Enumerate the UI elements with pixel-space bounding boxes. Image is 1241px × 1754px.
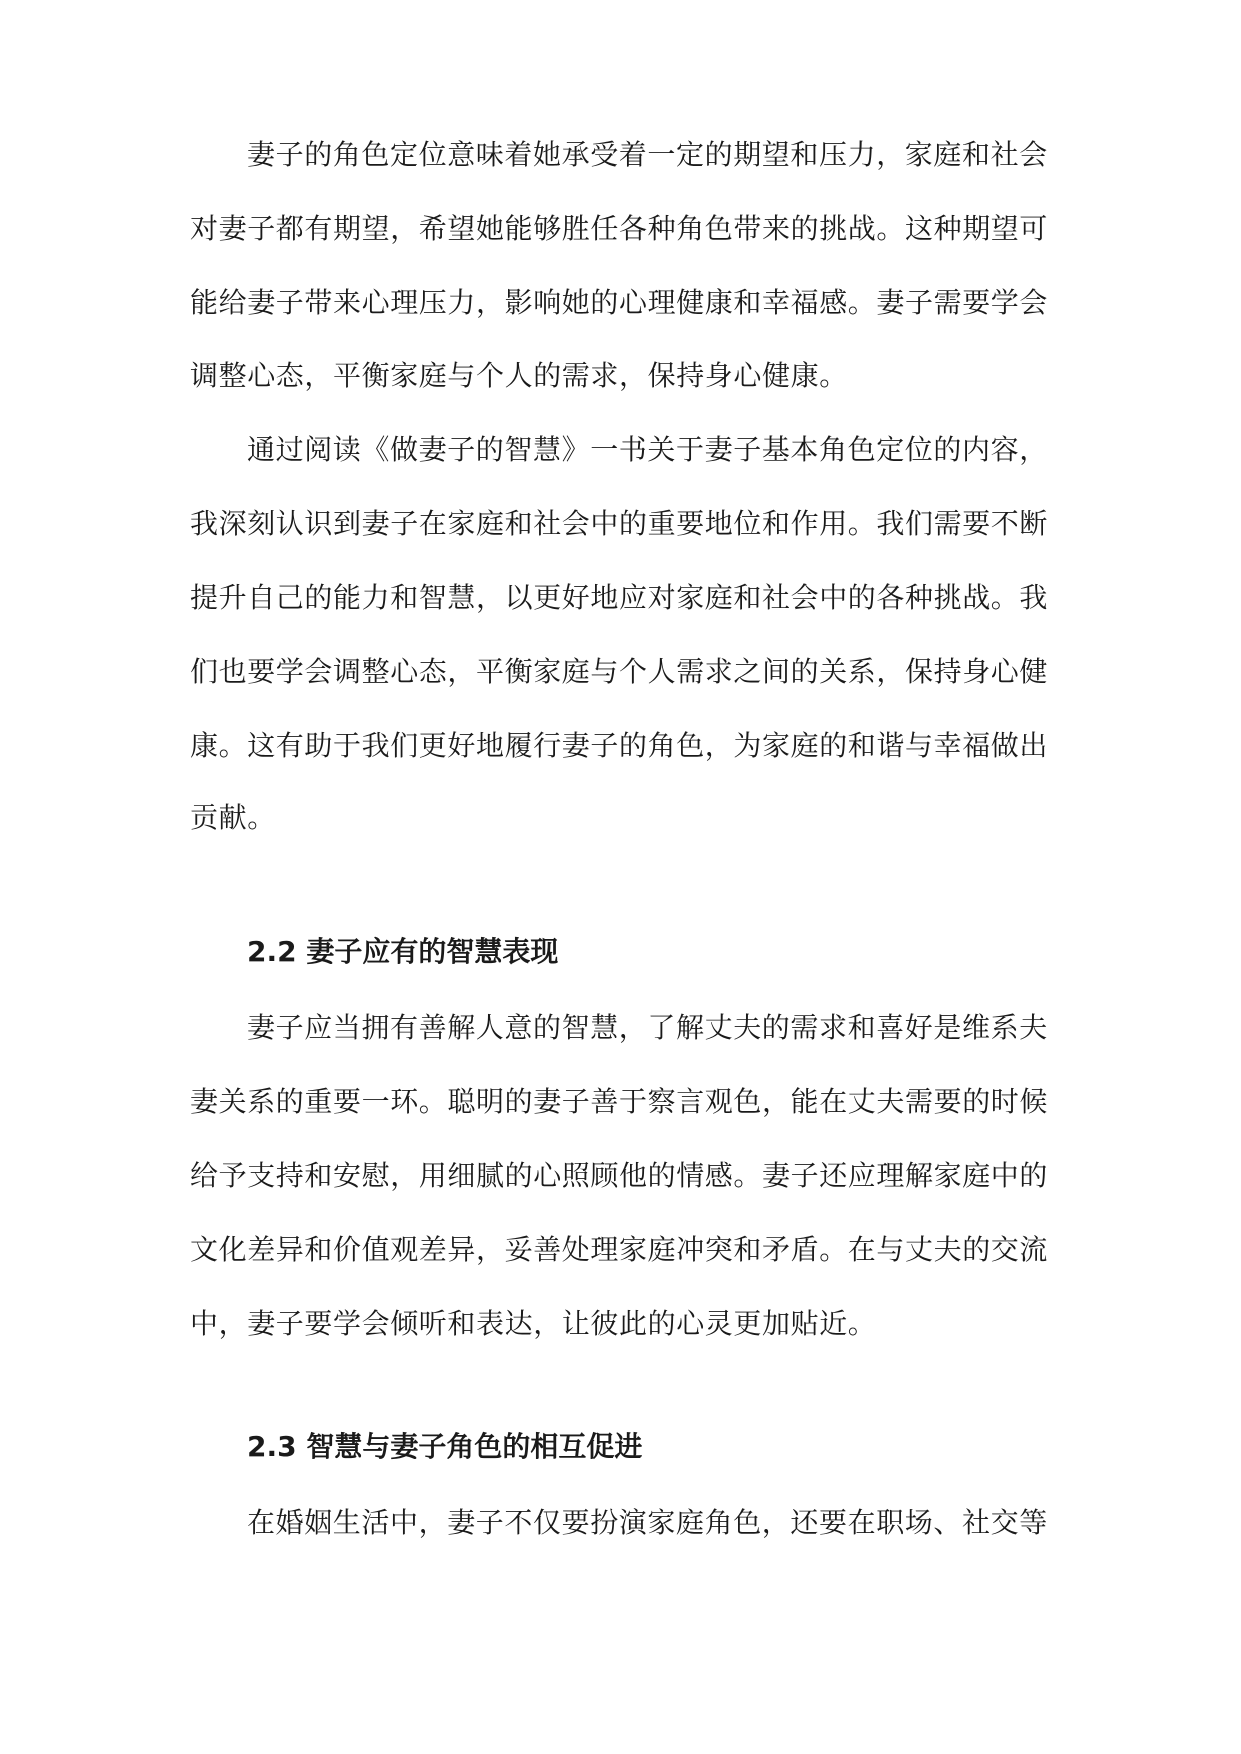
paragraph-line: 康。这有助于我们更好地履行妻子的角色，为家庭的和谐与幸福做出 — [190, 729, 1049, 762]
paragraph-line: 能给妻子带来心理压力，影响她的心理健康和幸福感。妻子需要学会 — [190, 286, 1049, 319]
paragraph-line: 给予支持和安慰，用细腻的心照顾他的情感。妻子还应理解家庭中的 — [190, 1159, 1049, 1192]
paragraph-line: 妻子应当拥有善解人意的智慧，了解丈夫的需求和喜好是维系夫 — [247, 1011, 1048, 1044]
paragraph-line: 调整心态，平衡家庭与个人的需求，保持身心健康。 — [190, 359, 848, 392]
paragraph-line: 妻子的角色定位意味着她承受着一定的期望和压力，家庭和社会 — [247, 138, 1048, 171]
section-heading: 2.2 妻子应有的智慧表现 — [247, 935, 559, 968]
paragraph-line: 对妻子都有期望，希望她能够胜任各种角色带来的挑战。这种期望可 — [190, 212, 1049, 245]
paragraph-line: 通过阅读《做妻子的智慧》一书关于妻子基本角色定位的内容， — [247, 433, 1048, 466]
paragraph-line: 在婚姻生活中，妻子不仅要扮演家庭角色，还要在职场、社交等 — [247, 1506, 1048, 1539]
paragraph-line: 妻关系的重要一环。聪明的妻子善于察言观色，能在丈夫需要的时候 — [190, 1085, 1049, 1118]
paragraph-line: 们也要学会调整心态，平衡家庭与个人需求之间的关系，保持身心健 — [190, 655, 1049, 688]
paragraph-line: 中，妻子要学会倾听和表达，让彼此的心灵更加贴近。 — [190, 1307, 877, 1340]
paragraph-line: 提升自己的能力和智慧，以更好地应对家庭和社会中的各种挑战。我 — [190, 581, 1049, 614]
paragraph-line: 我深刻认识到妻子在家庭和社会中的重要地位和作用。我们需要不断 — [190, 507, 1049, 540]
paragraph-line: 文化差异和价值观差异，妥善处理家庭冲突和矛盾。在与丈夫的交流 — [190, 1233, 1049, 1266]
paragraph-line: 贡献。 — [190, 801, 276, 834]
section-heading: 2.3 智慧与妻子角色的相互促进 — [247, 1430, 643, 1463]
